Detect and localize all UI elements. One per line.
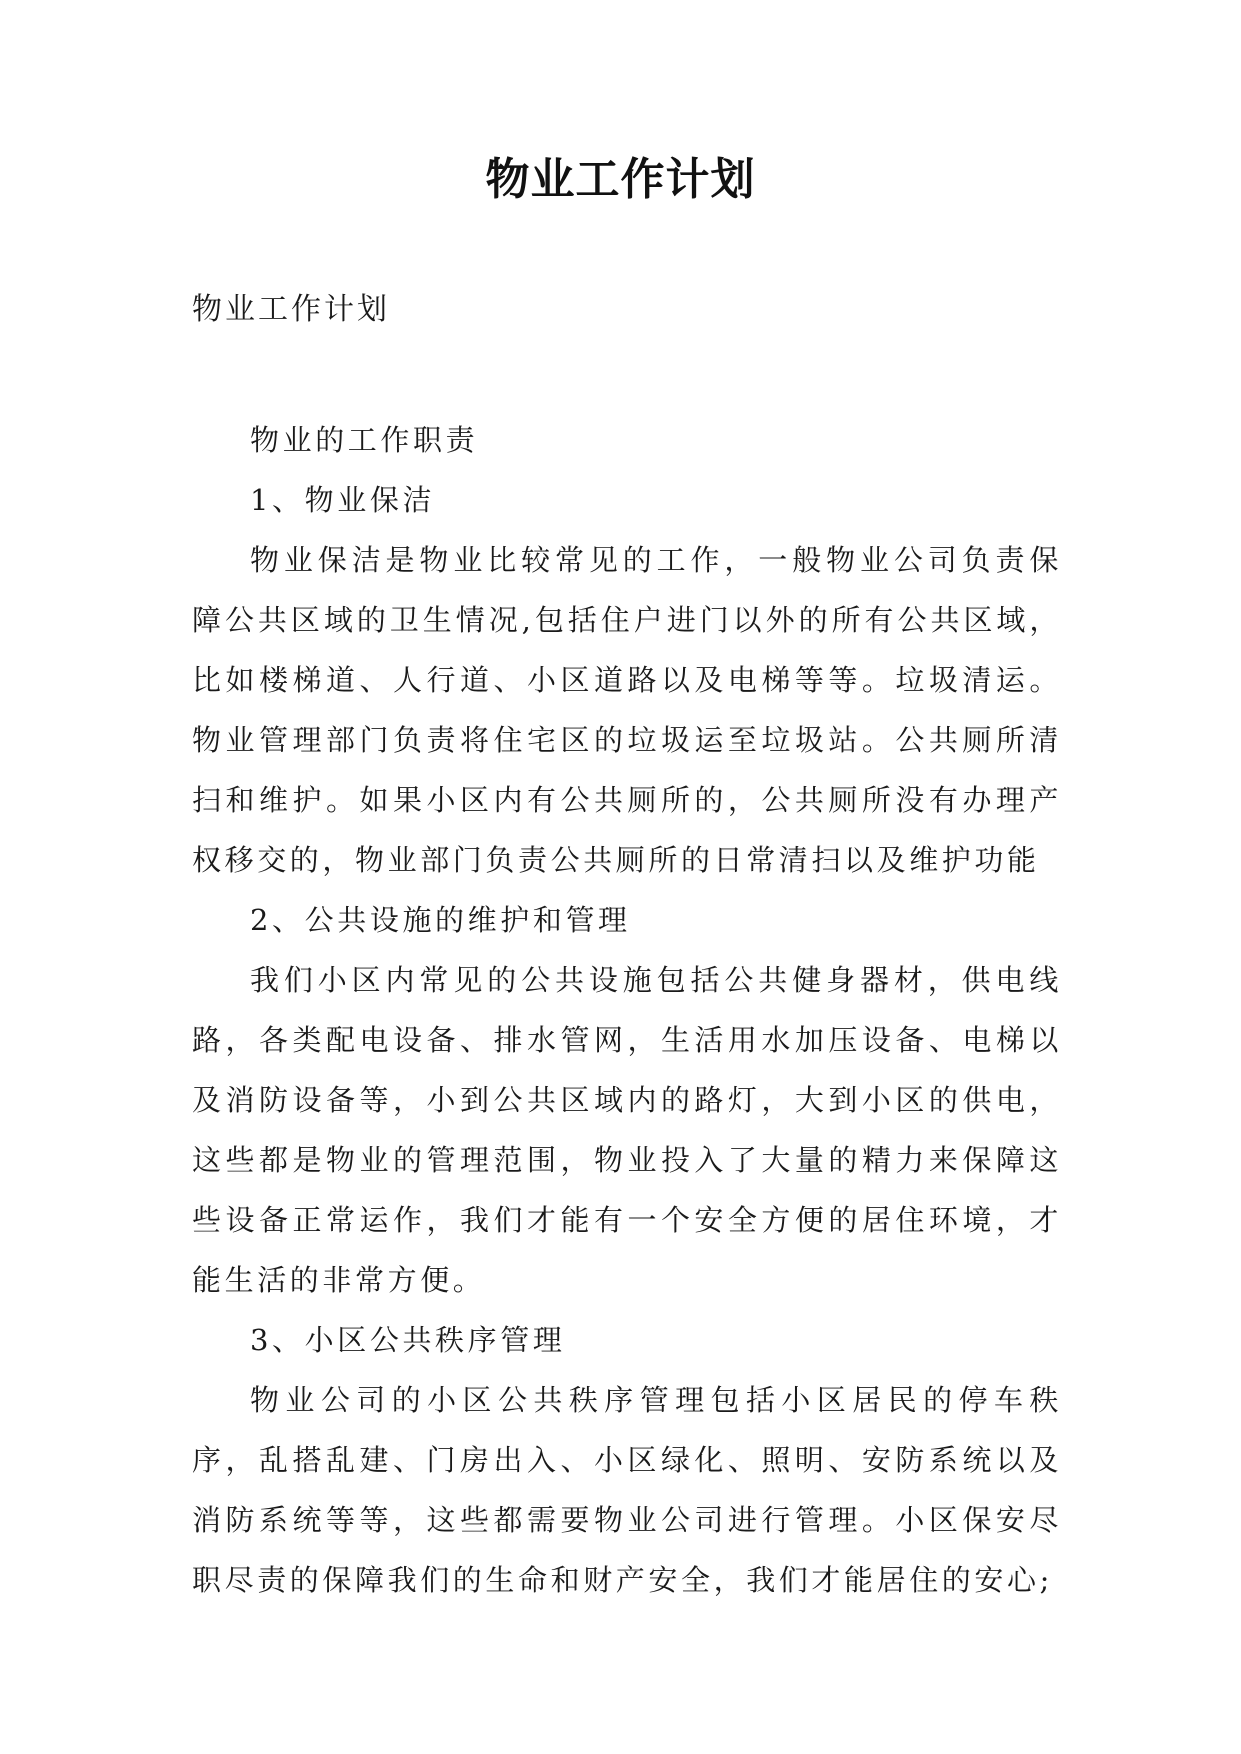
paragraph-section-3-heading: 3、小区公共秩序管理 [250,1323,566,1357]
paragraph-section-1-body: 物业保洁是物业比较常见的工作，一般物业公司负责保障公共区域的卫生情况,包括住户进门以外的所有公共区域，比如楼梯道、人行道、小区道路以及电梯等等。垃圾清运。物业管理部门负责将住宅区的垃圾运至垃圾站。公共厕所清扫和维护。如果小区内有公共厕所的，公共厕所没有办理产权移交的，物业部门负责公共厕所的日常清扫以及维护功能 [192,543,1062,877]
paragraph-duties-heading: 物业的工作职责 [250,423,479,457]
document-title: 物业工作计划 [485,154,756,205]
paragraph-section-2-body: 我们小区内常见的公共设施包括公共健身器材，供电线路，各类配电设备、排水管网，生活用水加压设备、电梯以及消防设备等，小到公共区域内的路灯，大到小区的供电，这些都是物业的管理范围，物业投入了大量的精力来保障这些设备正常运作，我们才能有一个安全方便的居住环境，才能生活的非常方便。 [192,963,1062,1297]
paragraph-section-2-heading: 2、公共设施的维护和管理 [250,903,631,937]
document-body [192,410,1062,1610]
paragraph-section-3-body: 物业公司的小区公共秩序管理包括小区居民的停车秩序，乱搭乱建、门房出入、小区绿化、照明、安防系统以及消防系统等等，这些都需要物业公司进行管理。小区保安尽职尽责的保障我们的生命和财产安全，我们才能居住的安心; [192,1383,1062,1597]
paragraph-section-1-heading: 1、物业保洁 [250,483,436,517]
document-subtitle: 物业工作计划 [192,292,390,327]
